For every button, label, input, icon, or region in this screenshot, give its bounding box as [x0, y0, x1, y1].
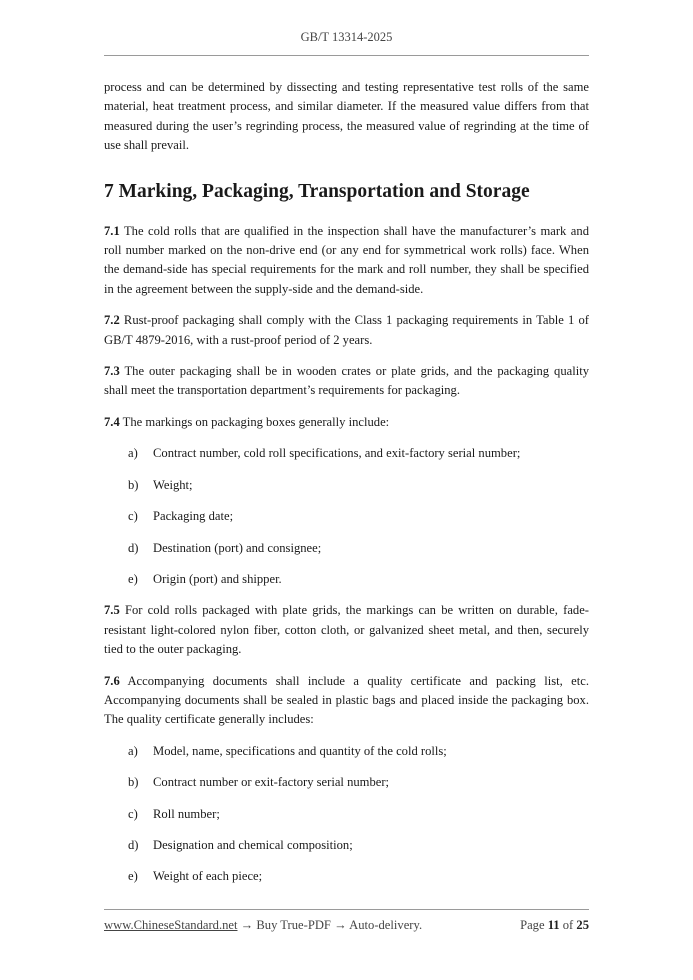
intro-paragraph: process and can be determined by dissecting and testing representative test rolls of the same material, heat treatment process, and similar diameter. If the measured value differs from that measured during the user’s regrinding process, the measured value of regrinding at the time of use shall prevail. — [104, 80, 589, 153]
website-link[interactable]: www.ChineseStandard.net — [104, 918, 238, 932]
clause-text: The outer packaging shall be in wooden crates or plate grids, and the packaging quality shall meet the transportation department’s requirements for packaging. — [104, 364, 589, 398]
list-item-letter: e) — [128, 869, 138, 884]
list-item-text: Model, name, specifications and quantity of the cold rolls; — [153, 743, 447, 758]
list-item-letter: c) — [128, 509, 138, 524]
list-item-text: Designation and chemical composition; — [153, 837, 353, 852]
list-item — [104, 836, 589, 855]
clause-text: Accompanying documents shall include a quality certificate and packing list, etc. Accompanying documents shall be sealed in plastic bags and placed inside the packaging box. The quality certificate generally includes: — [104, 673, 589, 727]
footer-divider — [104, 909, 589, 910]
clause-number: 7.4 — [104, 414, 120, 429]
page-word: Page — [520, 918, 548, 932]
standard-code: GB/T 13314-2025 — [300, 30, 393, 44]
clause-number: 7.5 — [104, 603, 120, 618]
clause-number: 7.1 — [104, 223, 120, 238]
page-indicator — [520, 918, 589, 933]
clause-7-3 — [104, 362, 589, 401]
list-item — [104, 539, 589, 558]
list-item-text: Roll number; — [153, 806, 220, 821]
list-item — [104, 444, 589, 463]
list-item-text: Origin (port) and shipper. — [153, 571, 282, 586]
page-body — [104, 78, 589, 899]
list-item — [104, 867, 589, 886]
list-item — [104, 570, 589, 589]
list-item-letter: b) — [128, 477, 139, 492]
clause-text: The markings on packaging boxes generally include: — [119, 414, 390, 429]
footer-tagline: → Buy True-PDF → Auto-delivery. — [237, 918, 423, 932]
clause-text: For cold rolls packaged with plate grids, the markings can be written on durable, fade-resistant light-colored nylon fiber, cotton cloth, or galvanized sheet metal, and then, securely tied to the outer packaging. — [104, 603, 589, 657]
clause-text: The cold rolls that are qualified in the inspection shall have the manufacturer’s mark and roll number marked on the non-drive end (or any end for symmetrical work rolls) face. When the demand-side has special requirements for the mark and roll number, they shall be specified in the agreement between the supply-side and the demand-side. — [104, 223, 589, 296]
list-item-text: Contract number, cold roll specifications, and exit-factory serial number; — [153, 446, 521, 461]
list-item-letter: a) — [128, 446, 138, 461]
clause-7-5 — [104, 601, 589, 659]
list-item-text: Weight of each piece; — [153, 869, 263, 884]
header-divider — [104, 55, 589, 56]
list-item-text: Weight; — [153, 477, 193, 492]
list-item-letter: e) — [128, 571, 138, 586]
list-item — [104, 805, 589, 824]
list-item — [104, 742, 589, 761]
packaging-markings-list — [104, 444, 589, 589]
clause-number: 7.3 — [104, 364, 120, 379]
footer-promo — [104, 918, 422, 933]
list-item-text: Destination (port) and consignee; — [153, 540, 322, 555]
current-page-number: 11 — [547, 918, 560, 932]
page-header — [104, 30, 589, 56]
clause-number: 7.6 — [104, 673, 120, 688]
list-item-letter: a) — [128, 743, 138, 758]
list-item-letter: d) — [128, 837, 139, 852]
list-item-letter: b) — [128, 775, 139, 790]
list-item — [104, 773, 589, 792]
clause-7-1 — [104, 222, 589, 300]
list-item — [104, 507, 589, 526]
section-heading: 7 Marking, Packaging, Transportation and Storage — [104, 180, 530, 202]
total-pages-number: 25 — [576, 918, 589, 932]
clause-7-4 — [104, 413, 589, 432]
clause-text: Rust-proof packaging shall comply with the Class 1 packaging requirements in Table 1 of GB/T 4879-2016, with a rust-proof period of 2 years. — [104, 313, 589, 347]
list-item-text: Contract number or exit-factory serial number; — [153, 775, 390, 790]
clause-7-2 — [104, 311, 589, 350]
list-item-letter: d) — [128, 540, 139, 555]
clause-7-6 — [104, 672, 589, 730]
quality-certificate-list — [104, 742, 589, 887]
list-item-letter: c) — [128, 806, 138, 821]
clause-number: 7.2 — [104, 313, 120, 328]
list-item — [104, 476, 589, 495]
of-word: of — [559, 918, 577, 932]
list-item-text: Packaging date; — [153, 509, 234, 524]
